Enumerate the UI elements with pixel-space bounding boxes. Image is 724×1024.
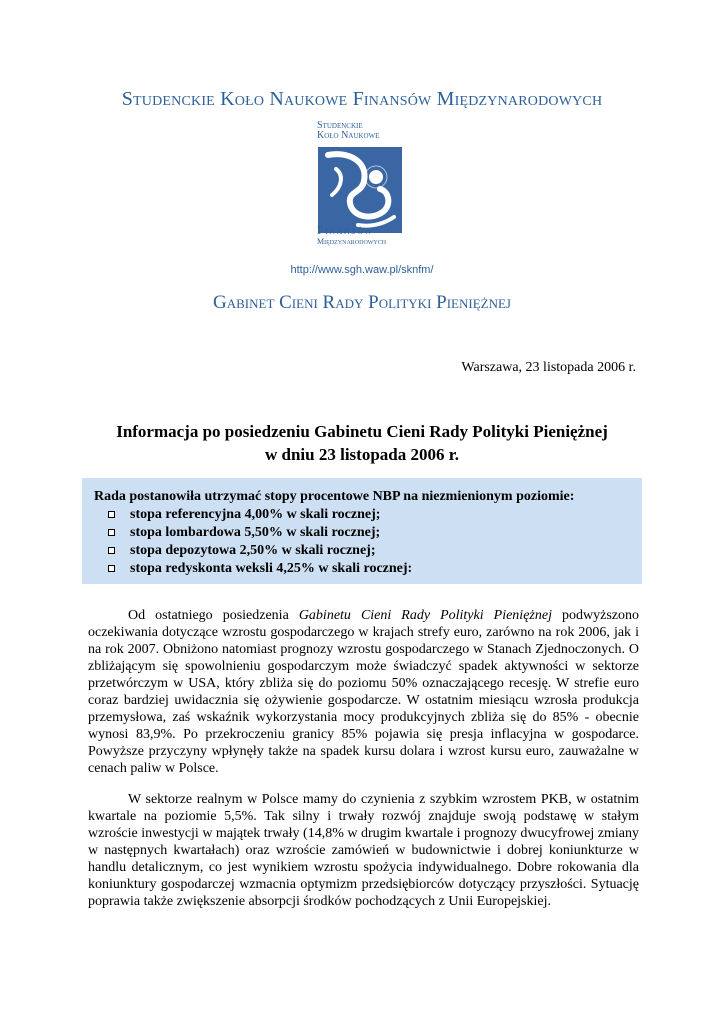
organization-title: Studenckie Koło Naukowe Finansów Międzynarodowych xyxy=(121,88,603,110)
paragraph-2: W sektorze realnym w Polsce mamy do czynienia z szybkim wzrostem PKB, w ostatnim kwartale na poziomie 5,5%. Tak silny i trwały rozwój znajduje swoją podstawę w stałym wzroście inwestycji w majątek trwały (14,8% w drugim kwartale i prognozy dwucyfrowej zmiany w następnych kwartałach) oraz wzroście zamówień w budownictwie i dobrej koniunkturze w handlu detalicznym, co jest wynikiem wzrostu spożycia indywidualnego. Dobre rokowania dla koniunktury gospodarczej wzmacnia optymizm przedsiębiorców dotyczący przyszłości. Sytuację poprawia także zwiększenie absorpcji środków pochodzących z Unii Europejskiej. xyxy=(88,792,639,909)
document-headline xyxy=(0,420,724,466)
rate-list xyxy=(94,506,632,578)
rate-decision-box xyxy=(82,478,642,584)
paragraph-1-rest: podwyższono oczekiwania dotyczące wzrostu gospodarczego w krajach strefy euro, zarówno na rok 2006, jak i na rok 2007. Obniżono natomiast prognozy wzrostu gospodarczego w Stanach Zjednoczonych. O zbliżającym się spowolnieniu gospodarczym może świadczyć spadek aktywności w sektorze przetwórczym w USA, który zbliża się do poziomu 50% oznaczającego recesję. W strefie euro coraz bardziej uwidacznia się ożywienie gospodarcze. W ostatnim miesiącu wzrosła produkcja przemysłowa, zaś wskaźnik wykorzystania mocy produkcyjnych zbliża się do 85% - obecnie wynosi 83,9%. Po przekroczeniu granicy 85% pojawia się presja inflacyjna w gospodarce. Powyższe przyczyny wpłynęły także na spadek kursu dolara i wzrost kursu euro, zauważalne w cenach paliw w Polsce. xyxy=(88,608,639,776)
decision-intro: Rada postanowiła utrzymać stopy procentowe NBP na niezmienionym poziomie: xyxy=(94,489,575,504)
logo-bottom-text xyxy=(317,224,411,246)
square-bullet-icon xyxy=(108,529,115,536)
document-body xyxy=(88,607,639,924)
square-bullet-icon xyxy=(108,547,115,554)
website-link[interactable]: http://www.sgh.waw.pl/sknfm/ xyxy=(290,264,434,276)
paragraph-1-italic: Gabinetu Cieni Rady Polityki Pieniężnej xyxy=(298,608,552,623)
rate-item-rediscount xyxy=(108,560,632,578)
rate-item-reference xyxy=(108,506,632,524)
headline-line-2: w dniu 23 listopada 2006 r. xyxy=(265,445,459,464)
paragraph-1 xyxy=(88,607,639,777)
rate-item-deposit xyxy=(108,542,632,560)
logo-line-kolo-naukowe: Koło Naukowe xyxy=(317,130,380,141)
headline-line-1: Informacja po posiedzeniu Gabinetu Cieni Rady Polityki Pieniężnej xyxy=(116,422,608,441)
logo-line-studenckie: Studenckie xyxy=(317,120,363,131)
logo-line-miedzynarodowych: Międzynarodowych xyxy=(317,237,387,246)
cabinet-title: Gabinet Cieni Rady Polityki Pieniężnej xyxy=(213,292,511,313)
logo-top-text xyxy=(317,121,409,141)
rate-item-text: stopa depozytowa 2,50% w skali rocznej; xyxy=(130,543,376,558)
paragraph-1-start: Od ostatniego posiedzenia xyxy=(128,608,299,623)
document-date: Warszawa, 23 listopada 2006 r. xyxy=(461,360,636,375)
square-bullet-icon xyxy=(108,511,115,518)
rate-item-text: stopa redyskonta weksli 4,25% w skali rocznej: xyxy=(130,561,413,576)
rate-item-lombard xyxy=(108,524,632,542)
square-bullet-icon xyxy=(108,565,115,572)
logo-emblem-icon xyxy=(318,147,402,233)
sknfm-logo xyxy=(315,121,409,253)
logo-line-finansow: Finansów xyxy=(317,223,374,237)
rate-item-text: stopa referencyjna 4,00% w skali rocznej; xyxy=(130,507,381,522)
rate-item-text: stopa lombardowa 5,50% w skali rocznej; xyxy=(130,525,381,540)
